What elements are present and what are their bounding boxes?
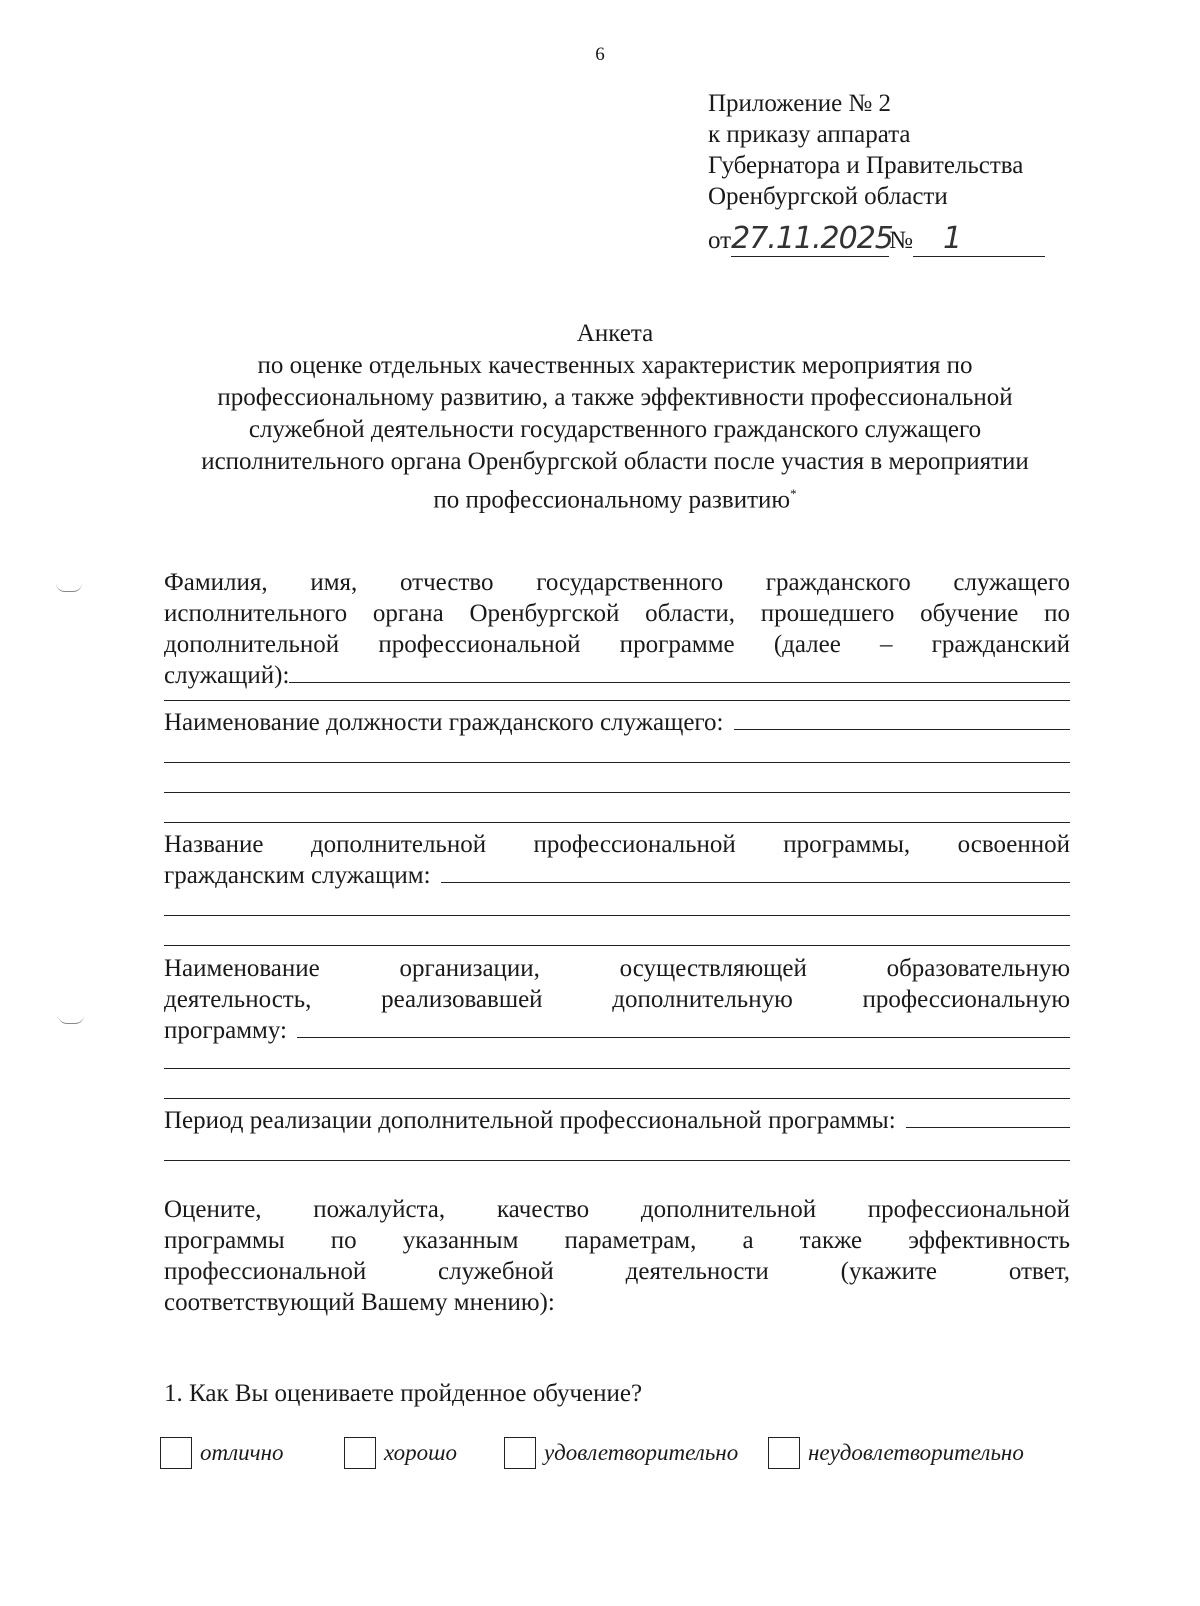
- fio-label-line-1: Фамилия, имя, отчество государственного гражданского служащего: [164, 569, 1070, 596]
- fio-label-line-4: служащий):: [164, 662, 290, 689]
- order-date-number-line: [708, 221, 1045, 257]
- order-number-field: [913, 221, 1045, 257]
- checkbox-satisfactory[interactable]: [504, 1437, 536, 1469]
- appendix-line-1: Приложение № 2: [708, 90, 892, 117]
- title-line-2: профессиональному развитию, а также эффективности профессиональной: [217, 384, 1013, 411]
- punch-hole-mark: [56, 583, 82, 592]
- checkbox-good[interactable]: [344, 1437, 376, 1469]
- number-label: №: [889, 227, 913, 254]
- option-unsatisfactory[interactable]: [768, 1437, 1024, 1469]
- option-satisfactory[interactable]: [504, 1437, 768, 1469]
- organization-label-line-1: Наименование организации, осуществляющей образовательную: [164, 955, 1070, 982]
- handwritten-date: 27.11.2025: [731, 221, 893, 256]
- footnote-mark: *: [790, 486, 797, 501]
- punch-hole-mark: [58, 1015, 84, 1024]
- position-label: Наименование должности гражданского служащего:: [164, 709, 724, 736]
- period-input-line-2[interactable]: [164, 1160, 1070, 1161]
- form-title: [150, 318, 1080, 516]
- period-label: Период реализации дополнительной профессиональной программы:: [164, 1107, 896, 1134]
- instruction-line-2: программы по указанным параметрам, а также эффективность: [164, 1227, 1070, 1254]
- fio-label-line-2: исполнительного органа Оренбургской области, прошедшего обучение по: [164, 600, 1070, 627]
- organization-input-line[interactable]: [297, 1015, 1070, 1038]
- question-1-options: [160, 1437, 1024, 1469]
- fio-input-line-2[interactable]: [164, 700, 1070, 701]
- instruction-line-3: профессиональной служебной деятельности (укажите ответ,: [164, 1258, 1070, 1285]
- checkbox-excellent[interactable]: [160, 1437, 192, 1469]
- title-line-5: по профессиональному развитию*: [433, 486, 797, 514]
- period-field: [164, 1105, 1070, 1136]
- organization-label-line-3: программу:: [164, 1017, 287, 1044]
- title-line-3: служебной деятельности государственного гражданского служащего: [248, 416, 982, 443]
- fio-input-line[interactable]: [289, 660, 1070, 683]
- title-heading: Анкета: [576, 320, 654, 347]
- position-input-line-3[interactable]: [164, 792, 1070, 793]
- program-label-line-1: Название дополнительной профессиональной программы, освоенной: [164, 831, 1070, 858]
- option-unsatisfactory-label: неудовлетворительно: [808, 1440, 1024, 1465]
- position-field: [164, 707, 1070, 738]
- appendix-line-2: к приказу аппарата: [708, 121, 911, 148]
- fio-field: [164, 567, 1070, 691]
- option-satisfactory-label: удовлетворительно: [544, 1440, 739, 1465]
- title-line-1: по оценке отдельных качественных характеристик мероприятия по: [257, 352, 973, 379]
- program-input-line[interactable]: [441, 860, 1070, 883]
- appendix-line-3: Губернатора и Правительства: [708, 152, 1024, 179]
- organization-label-line-2: деятельность, реализовавшей дополнительную профессиональную: [164, 986, 1070, 1013]
- position-input-line-2[interactable]: [164, 762, 1070, 763]
- option-good[interactable]: [344, 1437, 504, 1469]
- checkbox-unsatisfactory[interactable]: [768, 1437, 800, 1469]
- fio-label-line-3: дополнительной профессиональной программе (далее – гражданский: [164, 631, 1070, 658]
- option-excellent-label: отлично: [200, 1440, 284, 1465]
- page-number: 6: [595, 44, 605, 65]
- position-input-line[interactable]: [734, 707, 1071, 730]
- period-input-line[interactable]: [906, 1105, 1070, 1128]
- organization-field: [164, 953, 1070, 1046]
- instruction-line-4: соответствующий Вашему мнению):: [164, 1289, 555, 1316]
- position-input-line-4[interactable]: [164, 822, 1070, 823]
- handwritten-number: 1: [942, 221, 962, 256]
- organization-input-line-3[interactable]: [164, 1098, 1070, 1099]
- program-field: [164, 829, 1070, 891]
- program-input-line-3[interactable]: [164, 945, 1070, 946]
- order-date-field: [731, 221, 893, 257]
- instruction-line-1: Оцените, пожалуйста, качество дополнительной профессиональной: [164, 1196, 1070, 1223]
- appendix-header: [708, 88, 1045, 257]
- title-line-4: исполнительного органа Оренбургской области после участия в мероприятии: [201, 448, 1029, 475]
- instruction-paragraph: [164, 1194, 1070, 1318]
- organization-input-line-2[interactable]: [164, 1068, 1070, 1069]
- program-label-line-2: гражданским служащим:: [164, 862, 431, 889]
- appendix-line-4: Оренбургской области: [708, 183, 948, 210]
- question-1-text: 1. Как Вы оцениваете пройденное обучение?: [164, 1380, 643, 1407]
- program-input-line-2[interactable]: [164, 915, 1070, 916]
- from-label: от: [708, 227, 732, 254]
- option-excellent[interactable]: [160, 1437, 344, 1469]
- option-good-label: хорошо: [384, 1440, 457, 1465]
